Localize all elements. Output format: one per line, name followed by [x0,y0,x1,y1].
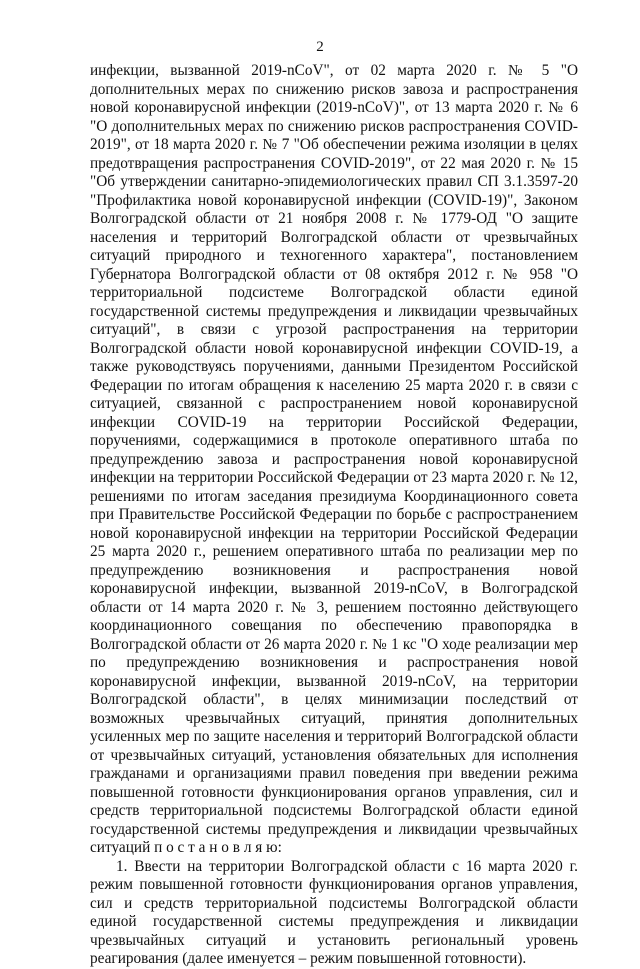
document-body [90,62,578,969]
paragraph-preamble: инфекции, вызванной 2019-nCoV", от 02 марта 2020 г. № 5 "О дополнительных мерах по снижению рисков завоза и распространения новой коронавирусной инфекции (2019-nCoV)", от 13 марта 2020 г. № 6 "О дополнительных мерах по снижению рисков распространения COVID-2019", от 18 марта 2020 г. № 7 "Об обеспечении режима изоляции в целях предотвращения распространения COVID-2019", от 22 мая 2020 г. № 15 "Об утверждении санитарно-эпидемиологических правил СП 3.1.3597-20 "Профилактика новой коронавирусной инфекции (COVID-19)", Законом Волгоградской области от 21 ноября 2008 г. № 1779-ОД "О защите населения и территорий Волгоградской области от чрезвычайных ситуаций природного и техногенного характера", постановлением Губернатора Волгоградской области от 08 октября 2012 г. № 958 "О территориальной подсистеме Волгоградской области единой государственной системы предупреждения и ликвидации чрезвычайных ситуаций", в связи с угрозой распространения на территории Волгоградской области новой коронавирусной инфекции COVID-19, а также руководствуясь поручениями, данными Президентом Российской Федерации по итогам обращения к населению 25 марта 2020 г. в связи с ситуацией, связанной с распространением новой коронавирусной инфекции COVID-19 на территории Российской Федерации, поручениями, содержащимися в протоколе оперативного штаба по предупреждению завоза и распространения новой коронавирусной инфекции на территории Российской Федерации от 23 марта 2020 г. № 12, решениями по итогам заседания президиума Координационного совета при Правительстве Российской Федерации по борьбе с распространением новой коронавирусной инфекции на территории Российской Федерации 25 марта 2020 г., решением оперативного штаба по реализации мер по предупреждению возникновения и распространения новой коронавирусной инфекции, вызванной 2019-nCoV, в Волгоградской области от 14 марта 2020 г. № 3, решением постоянно действующего координационного совещания по обеспечению правопорядка в Волгоградской области от 26 марта 2020 г. № 1 кс "О ходе реализации мер по предупреждению возникновения и распространения новой коронавирусной инфекции, вызванной 2019-nCoV, на территории Волгоградской области", в целях минимизации последствий от возможных чрезвычайных ситуаций, принятия дополнительных усиленных мер по защите населения и территорий Волгоградской области от чрезвычайных ситуаций, установления обязательных для исполнения гражданами и организациями правил поведения при введении режима повышенной готовности функционирования органов управления, сил и средств территориальной подсистемы Волгоградской области единой государственной системы предупреждения и ликвидации чрезвычайных ситуаций п о с т а н о в л я ю: [90,62,578,856]
paragraph-item-1: 1. Ввести на территории Волгоградской области с 16 марта 2020 г. режим повышенной готовности функционирования органов управления, сил и средств территориальной подсистемы Волгоградской области единой государственной системы предупреждения и ликвидации чрезвычайных ситуаций и установить региональный уровень реагирования (далее именуется – режим повышенной готовности). [90,857,578,967]
page-number: 2 [316,39,324,55]
